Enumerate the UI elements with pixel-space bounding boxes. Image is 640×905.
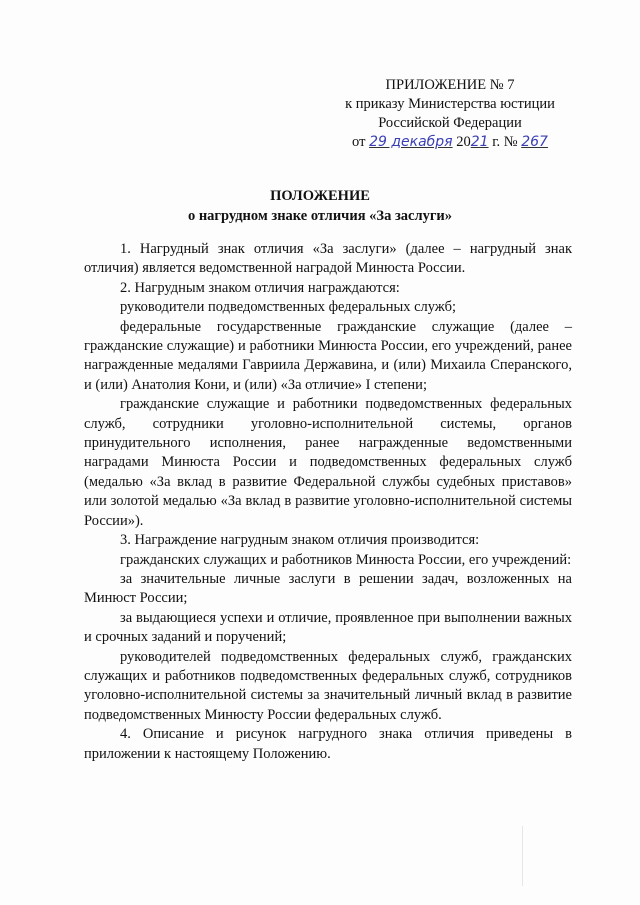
paragraph-3-item-1b: за выдающиеся успехи и отличие, проявленное при выполнении важных и срочных заданий и поручений; (84, 609, 572, 646)
order-reference: к приказу Министерства юстиции (345, 96, 555, 112)
title-main: ПОЛОЖЕНИЕ (270, 188, 370, 204)
paragraph-2-item-2: федеральные государственные гражданские служащие (далее – гражданские служащие) и работники Минюста России, его учреждений, ранее награжденные медалями Гавриила Державина, и (или) Михаила Сперанского, и (или) Анатолия Кони, и (или) «За отличие» I степени; (84, 318, 572, 393)
number-label: № (503, 134, 518, 150)
handwritten-date: 29 декабря (369, 134, 453, 150)
paragraph-3-item-1: гражданских служащих и работников Минюста России, его учреждений: (120, 551, 572, 568)
paragraph-3-item-1a: за значительные личные заслуги в решении задач, возложенных на Минюст России; (84, 570, 572, 607)
paragraph-2-item-3: гражданские служащие и работники подведомственных федеральных служб, сотрудники уголовно-исполнительной системы, органов принудительного исполнения, ранее награжденные ведомственными наградами Минюста России и подведомственных федеральных служб (медалью «За вклад в развитие Федеральной службы судебных приставов» или золотой медалью «За вклад в развитие уголовно-исполнительной системы России»). (84, 396, 572, 529)
handwritten-year: 21 (470, 134, 489, 150)
paragraph-1: 1. Нагрудный знак отличия «За заслуги» (далее – нагрудный знак отличия) является ведомственной наградой Минюста России. (84, 241, 572, 277)
federation-line: Российской Федерации (378, 115, 522, 131)
paragraph-3-item-2: руководителей подведомственных федеральных служб, гражданских служащих и работников подведомственных федеральных служб, сотрудников уголовно-исполнительной системы за значительный личный вклад в развитие подведомственных Минюсту России федеральных служб. (84, 648, 572, 723)
document-title (0, 186, 640, 226)
year-prefix: 20 (456, 134, 471, 150)
paragraph-2-item-1: руководители подведомственных федеральных служб; (120, 299, 457, 316)
title-sub: о нагрудном знаке отличия «За заслуги» (187, 208, 453, 224)
document-body (84, 240, 572, 764)
appendix-header (330, 76, 570, 152)
date-prefix: от (352, 134, 366, 150)
order-date-line (330, 133, 570, 152)
paragraph-3: 3. Награждение нагрудным знаком отличия производится: (120, 532, 480, 549)
year-tail: г. (492, 134, 501, 150)
appendix-number: ПРИЛОЖЕНИЕ № 7 (385, 77, 515, 93)
handwritten-order-number: 267 (521, 134, 548, 150)
scan-artifact (522, 826, 523, 886)
paragraph-4: 4. Описание и рисунок нагрудного знака отличия приведены в приложении к настоящему Положению. (84, 726, 572, 762)
paragraph-2: 2. Нагрудным знаком отличия награждаются: (120, 279, 400, 296)
